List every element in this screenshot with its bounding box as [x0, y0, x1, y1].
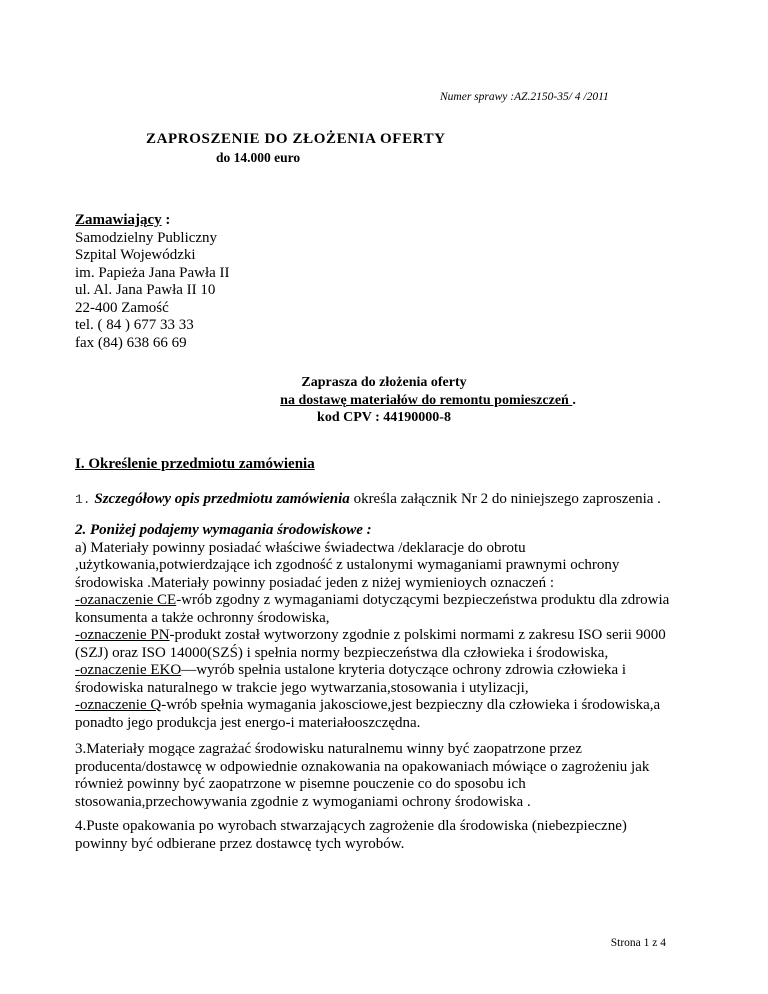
- cpv-code: kod CPV : 44190000-8: [317, 410, 451, 425]
- ce-mark-text: -wrób zgodny z wymaganiami dotyczącymi bezpieczeństwa produktu dla zdrowia: [176, 592, 670, 608]
- paragraph-1-number: 1.: [75, 492, 91, 507]
- invitation-subject: [0, 392, 768, 410]
- paragraph-2: [75, 522, 715, 732]
- buyer-phone: tel. ( 84 ) 677 33 33: [75, 317, 194, 333]
- paragraph-2-line: środowiska naturalnego w trakcie jego wytwarzania,stosowania i utylizacji,: [75, 679, 529, 696]
- q-mark-label: -oznaczenie Q: [75, 697, 162, 713]
- paragraph-2-heading: 2. Poniżej podajemy wymagania środowiskowe :: [75, 522, 372, 538]
- paragraph-1-rest: określa załącznik Nr 2 do niniejszego zaproszenia .: [349, 491, 661, 507]
- page-number: Strona 1 z 4: [610, 937, 666, 949]
- invitation-line1: Zaprasza do złożenia oferty: [301, 375, 467, 390]
- paragraph-1: [75, 491, 715, 509]
- paragraph-4-line: powinny być odbierane przez dostawcę tych wyrobów.: [75, 835, 405, 852]
- paragraph-3-line: 3.Materiały mogące zagrażać środowisku naturalnemu winny być zaopatrzone przez: [75, 741, 582, 757]
- buyer-line: Samodzielny Publiczny: [75, 229, 218, 246]
- buyer-line: ul. Al. Jana Pawła II 10: [75, 282, 216, 298]
- eko-mark-label: -oznaczenie EKO: [75, 662, 182, 678]
- paragraph-3-line: również powinny być zaopatrzone w pisemne pouczenie co do sposobu ich: [75, 776, 526, 792]
- paragraph-4-line: 4.Puste opakowania po wyrobach stwarzających zagrożenie dla środowiska (niebezpieczne): [75, 818, 627, 834]
- paragraph-2-line: ,użytkowania,potwierdzające ich zgodność z ustalonymi wymaganiami prawnymi ochrony: [75, 557, 620, 573]
- paragraph-4: [75, 818, 715, 853]
- paragraph-2-line: środowiska .Materiały powinny posiadać jeden z niżej wymienioych oznaczeń :: [75, 574, 555, 591]
- q-mark-line: [75, 697, 715, 715]
- paragraph-1-bold: Szczegółowy opis przedmiotu zamówienia: [94, 491, 350, 507]
- buyer-block: [75, 212, 230, 352]
- buyer-line: im. Papieża Jana Pawła II: [75, 264, 230, 281]
- document-subtitle: do 14.000 euro: [216, 150, 301, 165]
- invitation-subject-text: na dostawę materiałów do remontu pomieszczeń: [280, 392, 573, 408]
- buyer-heading: [75, 212, 230, 230]
- buyer-line: Szpital Wojewódzki: [75, 247, 196, 263]
- pn-mark-label: -oznaczenie PN: [75, 627, 170, 643]
- pn-mark-text: -produkt został wytworzony zgodnie z polskimi normami z zakresu ISO serii 9000: [169, 627, 666, 643]
- section1-heading: I. Określenie przedmiotu zamówienia: [75, 456, 315, 472]
- paragraph-3-line: stosowania,przechowywania zgodnie z wymoganiami ochrony środowiska .: [75, 793, 531, 810]
- case-number: Numer sprawy :AZ.2150-35/ 4 /2011: [440, 91, 609, 103]
- invitation-subject-tail: .: [572, 392, 576, 408]
- paragraph-2-line: (SZJ) oraz ISO 14000(SZŚ) i spełnia normy bezpieczeństwa dla człowieka i środowiska,: [75, 644, 609, 661]
- pn-mark-line: [75, 627, 715, 645]
- paragraph-3-line: producenta/dostawcę w odpowiednie oznakowania na opakowaniach mówiące o zagrożeniu jak: [75, 758, 650, 775]
- eko-mark-line: [75, 662, 715, 680]
- paragraph-2-line: ponadto jego produkcja jest energo-i materiałooszczędna.: [75, 714, 421, 731]
- paragraph-2-line: konsumenta a także ochronny środowiska,: [75, 609, 330, 626]
- buyer-fax: fax (84) 638 66 69: [75, 334, 187, 351]
- buyer-line: 22-400 Zamość: [75, 299, 169, 316]
- buyer-label-colon: :: [161, 212, 171, 228]
- buyer-label: Zamawiający: [75, 212, 162, 228]
- document-title: ZAPROSZENIE DO ZŁOŻENIA OFERTY: [146, 131, 446, 147]
- eko-mark-text: —wyrób spełnia ustalone kryteria dotyczące ochrony zdrowia człowieka i: [181, 662, 627, 678]
- ce-mark-line: [75, 592, 715, 610]
- paragraph-2-line: a) Materiały powinny posiadać właściwe świadectwa /deklaracje do obrotu: [75, 539, 526, 556]
- invitation-block: [0, 374, 768, 427]
- paragraph-3: [75, 741, 715, 811]
- q-mark-text: -wrób spełnia wymagania jakosciowe,jest bezpieczny dla człowieka i środowiska,a: [161, 697, 661, 713]
- ce-mark-label: -ozanaczenie CE: [75, 592, 177, 608]
